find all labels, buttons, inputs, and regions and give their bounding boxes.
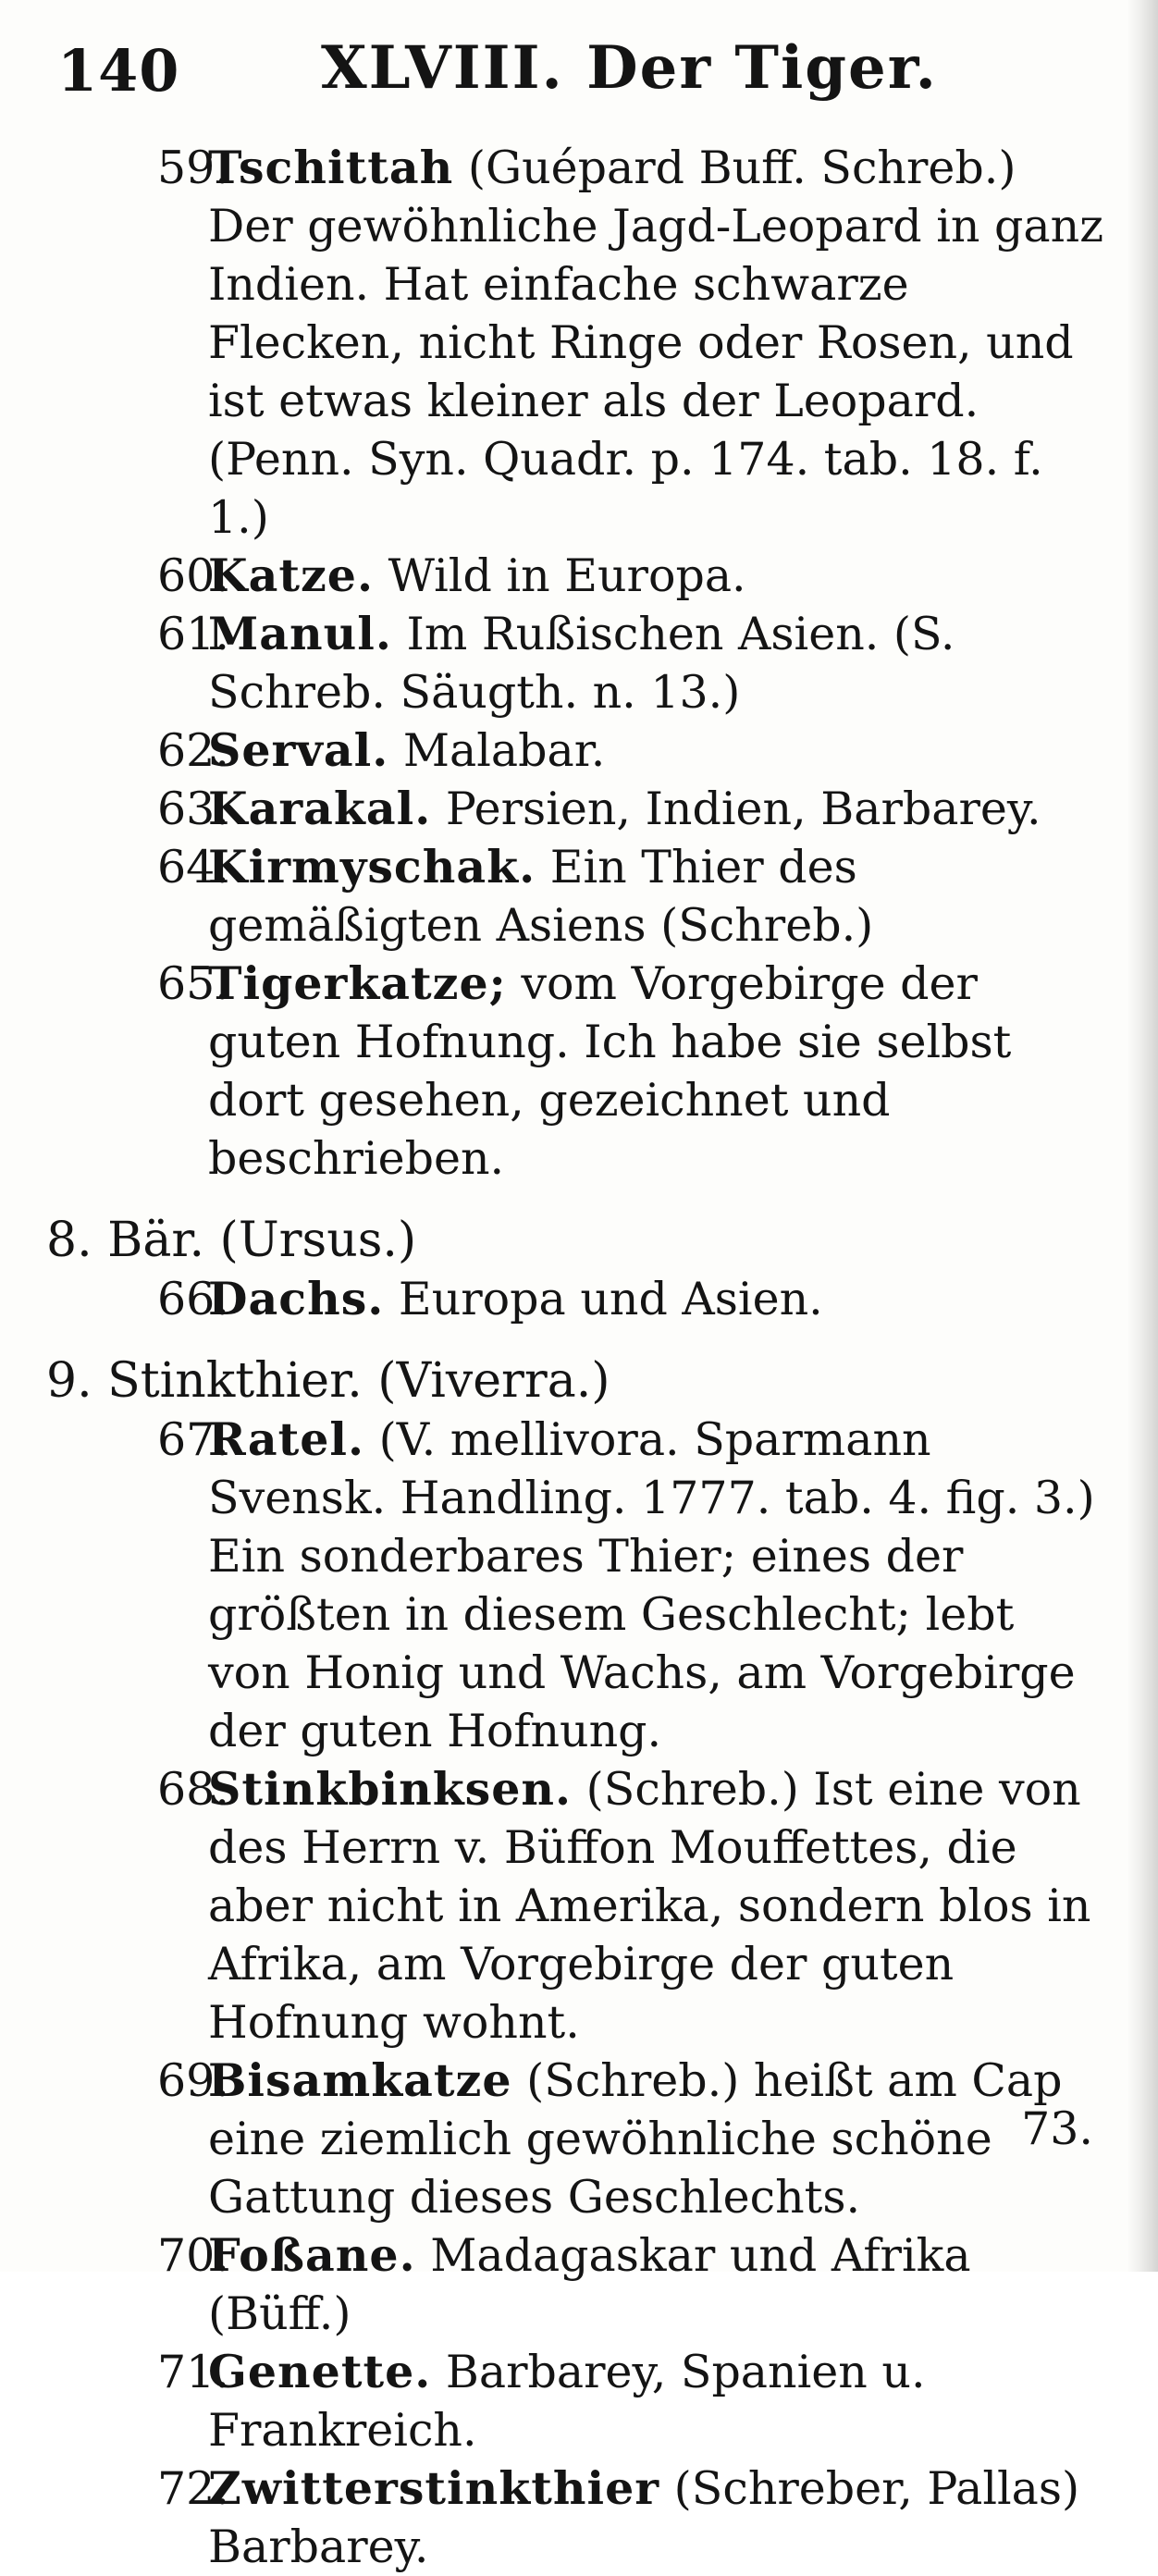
species-name: Bisamkatze [208, 2053, 512, 2107]
page-edge-shadow [1127, 0, 1158, 2272]
species-name: Stinkbinksen. [208, 1762, 573, 1816]
species-name: Genette. [208, 2345, 432, 2398]
species-name: Dachs. [208, 1272, 385, 1325]
species-name: Manul. [208, 607, 392, 660]
page-header [57, 28, 1103, 111]
page-body [46, 139, 1110, 2576]
entry-61: 61.Manul. Im Rußischen Asien. (S. Schreb. Säugth. n. 13.) [157, 607, 955, 719]
species-name: Karakal. [208, 782, 432, 835]
entry-71: 71.Genette. Barbarey, Spanien u. Frankreich. [157, 2345, 926, 2457]
entry-60: 60.Katze. Wild in Europa. [157, 548, 746, 602]
species-name: Kirmyschak. [208, 840, 536, 894]
entry-72: 72.Zwitterstinkthier (Schreber, Pallas) Barbarey. [157, 2461, 1080, 2573]
entry-67: 67.Ratel. (V. mellivora. Sparmann Svensk. Handling. 1777. tab. 4. fig. 3.) Ein sonderbares Thier; eines der größten in diesem Geschlecht; lebt von Honig und Wachs, am Vorgebirge der guten Hofnung. [157, 1412, 1095, 1757]
entry-63: 63.Karakal. Persien, Indien, Barbarey. [157, 782, 1041, 835]
catchword-signature: 73. [1021, 2102, 1093, 2155]
genus-heading-9: 9. Stinkthier. (Viverra.) [46, 1353, 610, 1409]
genus-heading-8: 8. Bär. (Ursus.) [46, 1213, 417, 1268]
entry-65: 65.Tigerkatze; vom Vorgebirge der guten Hofnung. Ich habe sie selbst dort gesehen, gezeichnet und beschrieben. [157, 956, 1012, 1185]
entry-70: 70.Foßane. Madagaskar und Afrika (Büff.) [157, 2228, 971, 2340]
species-name: Katze. [208, 548, 375, 602]
entry-66: 66.Dachs. Europa und Asien. [157, 1272, 823, 1325]
species-name: Serval. [208, 723, 389, 777]
species-name: Tschittah [208, 141, 454, 194]
entry-64: 64.Kirmyschak. Ein Thier des gemäßigten Asiens (Schreb.) [157, 840, 874, 952]
species-name: Foßane. [208, 2228, 416, 2282]
entry-59: 59.Tschittah (Guépard Buff. Schreb.) Der gewöhnliche Jagd-Leopard in ganz Indien. Hat einfache schwarze Flecken, nicht Ringe oder Rosen, und ist etwas kleiner als der Leopard. (Penn. Syn. Quadr. p. 174. tab. 18. f. 1.) [157, 141, 1104, 544]
running-title: XLVIII. Der Tiger. [321, 33, 938, 103]
entry-69: 69.Bisamkatze (Schreb.) heißt am Cap eine ziemlich gewöhnliche schöne Gattung dieses Geschlechts. [157, 2053, 1063, 2224]
species-name: Zwitterstinkthier [208, 2461, 660, 2515]
species-name: Ratel. [208, 1412, 365, 1466]
entry-62: 62.Serval. Malabar. [157, 723, 606, 777]
page-number: 140 [57, 37, 180, 105]
entry-68: 68.Stinkbinksen. (Schreb.) Ist eine von des Herrn v. Büffon Mouffettes, die aber nicht in Amerika, sondern blos in Afrika, am Vorgebirge der guten Hofnung wohnt. [157, 1762, 1091, 2049]
species-name: Tigerkatze; [208, 956, 507, 1010]
